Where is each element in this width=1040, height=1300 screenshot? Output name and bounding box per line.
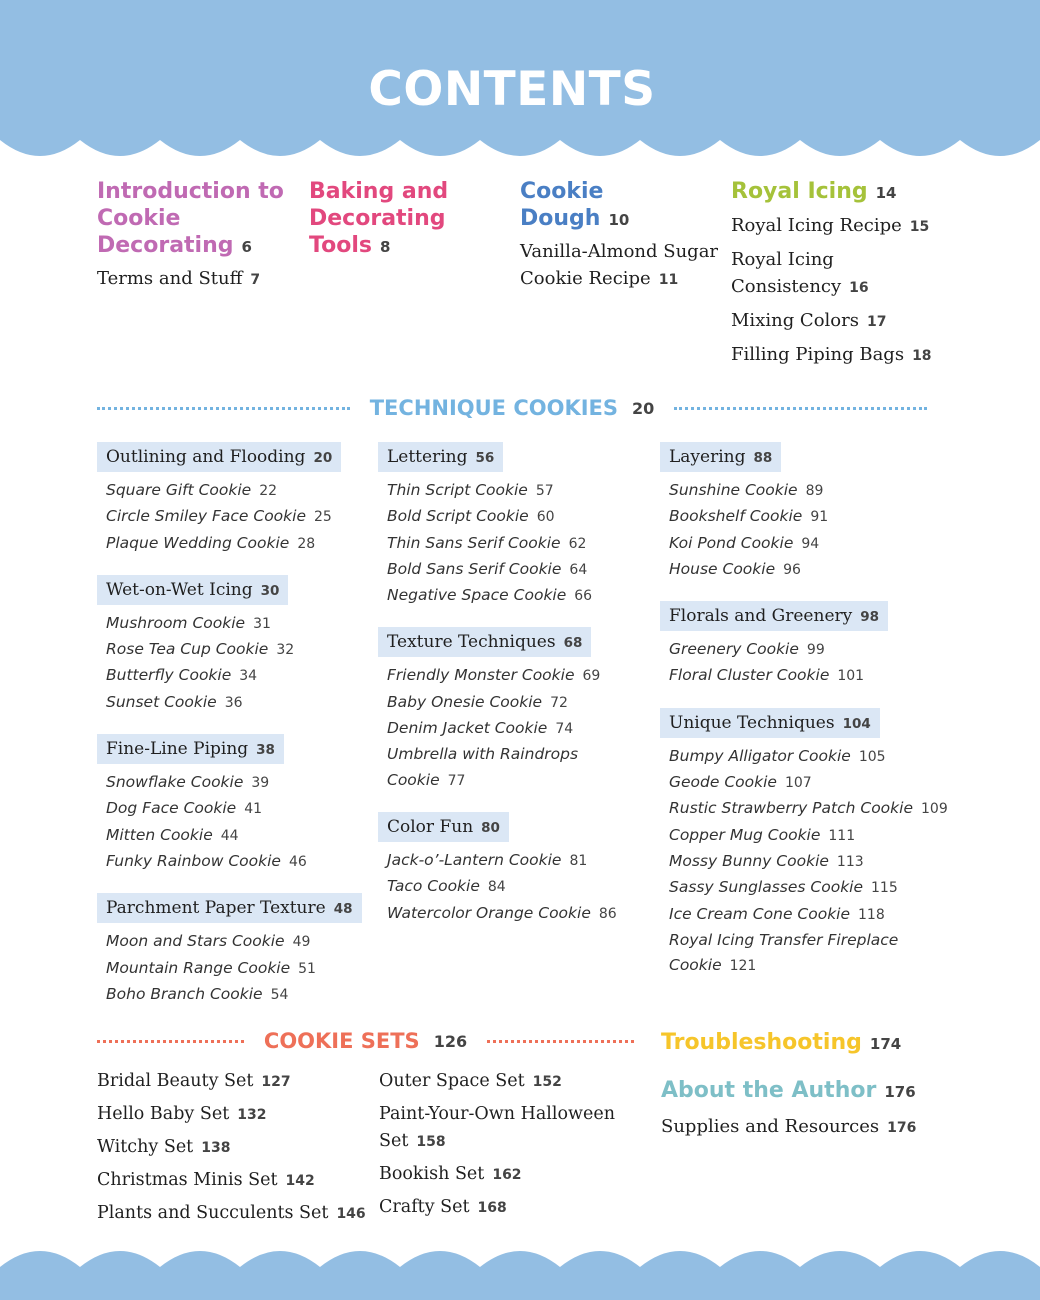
- cookie-entry[interactable]: Moon and Stars Cookie 49: [106, 932, 311, 951]
- cookie-set-entry[interactable]: Christmas Minis Set 142: [97, 1170, 315, 1190]
- cookie-entry[interactable]: Denim Jacket Cookie 74: [387, 719, 574, 738]
- dotted-divider: [487, 1040, 634, 1043]
- page-number: 80: [481, 819, 500, 836]
- page-number: 6: [241, 238, 252, 256]
- cookie-entry[interactable]: Ice Cream Cone Cookie 118: [669, 904, 885, 923]
- cookie-entry[interactable]: House Cookie 96: [669, 559, 801, 578]
- sets-column-2: [379, 1068, 624, 1222]
- chapter-title: Troubleshooting: [661, 1030, 862, 1055]
- page-number: 17: [866, 314, 887, 330]
- technique-column-1: [97, 442, 367, 1026]
- technique-group-wet-on-wet[interactable]: [97, 575, 367, 716]
- page-number: 18: [912, 348, 932, 364]
- cookie-set-entry[interactable]: Crafty Set 168: [379, 1197, 507, 1217]
- cookie-entry[interactable]: Jack-o’-Lantern Cookie 81: [387, 850, 588, 869]
- cookie-entry[interactable]: Bumpy Alligator Cookie 105: [669, 746, 886, 765]
- technique-title: Layering: [669, 447, 746, 467]
- page-number: 11: [658, 272, 679, 288]
- cookie-set-entry[interactable]: Witchy Set 138: [97, 1137, 231, 1157]
- cookie-entry[interactable]: Greenery Cookie 99: [669, 640, 825, 659]
- cookie-entry[interactable]: Rose Tea Cup Cookie 32: [106, 640, 295, 659]
- cookie-entry[interactable]: Plaque Wedding Cookie 28: [106, 533, 316, 552]
- cookie-entry[interactable]: Bookshelf Cookie 91: [669, 507, 829, 526]
- technique-group-fine-line[interactable]: [97, 734, 367, 875]
- section-header-technique-cookies: [97, 396, 927, 420]
- page-number: 56: [475, 450, 495, 466]
- cookie-entry[interactable]: Butterfly Cookie 34: [106, 666, 258, 685]
- entry-title: Royal Icing Recipe: [731, 215, 902, 236]
- page-number: 7: [250, 272, 261, 288]
- section-title: COOKIE SETS: [263, 1029, 420, 1053]
- back-matter: [661, 1029, 961, 1142]
- page-number: 20: [313, 450, 333, 466]
- page-title: CONTENTS: [368, 62, 656, 117]
- chapter-about-author[interactable]: [661, 1077, 961, 1106]
- cookie-entry[interactable]: Funky Rainbow Cookie 46: [106, 851, 307, 870]
- cookie-entry[interactable]: Mushroom Cookie 31: [106, 613, 271, 632]
- technique-group-outlining[interactable]: [97, 442, 367, 557]
- cookie-entry[interactable]: Dog Face Cookie 41: [106, 799, 263, 818]
- technique-column-3: [660, 442, 960, 997]
- technique-group-unique[interactable]: [660, 708, 960, 980]
- page-number: 15: [909, 219, 930, 235]
- cookie-entry[interactable]: Thin Sans Serif Cookie 62: [387, 533, 587, 552]
- chapter-title: Cookie Dough: [520, 179, 604, 231]
- cookie-set-entry[interactable]: Plants and Succulents Set 146: [97, 1203, 366, 1223]
- page-number: 8: [379, 238, 391, 256]
- cookie-entry[interactable]: Mitten Cookie 44: [106, 825, 239, 844]
- cookie-entry[interactable]: Sunset Cookie 36: [106, 692, 243, 711]
- technique-title: Texture Techniques: [387, 632, 556, 653]
- page-number: 38: [256, 742, 275, 759]
- cookie-entry[interactable]: Koi Pond Cookie 94: [669, 533, 820, 552]
- page-number: 174: [869, 1035, 902, 1053]
- cookie-entry[interactable]: Negative Space Cookie 66: [387, 586, 593, 605]
- technique-title: Color Fun: [387, 816, 474, 837]
- cookie-entry[interactable]: Friendly Monster Cookie 69: [387, 666, 601, 685]
- technique-group-parchment[interactable]: [97, 893, 367, 1008]
- chapter-introduction[interactable]: [97, 178, 297, 294]
- chapter-title: Baking and Decorating Tools: [309, 179, 449, 258]
- page-number: 176: [887, 1120, 917, 1136]
- technique-group-layering[interactable]: [660, 442, 960, 583]
- technique-title: Lettering: [387, 447, 468, 467]
- technique-title: Fine-Line Piping: [106, 739, 249, 760]
- toc-entry-royal-icing-consistency[interactable]: [731, 246, 891, 302]
- page-number: 176: [884, 1083, 916, 1101]
- chapter-baking-tools[interactable]: [309, 178, 484, 261]
- technique-title: Parchment Paper Texture: [106, 898, 326, 919]
- entry-title: Supplies and Resources: [661, 1116, 880, 1137]
- dotted-divider: [674, 407, 927, 410]
- dotted-divider: [97, 1040, 244, 1043]
- chapter-title: Royal Icing: [731, 179, 868, 204]
- cookie-entry[interactable]: Mountain Range Cookie 51: [106, 958, 316, 977]
- entry-title: Vanilla-Almond Sugar Cookie Recipe: [520, 241, 719, 289]
- section-page-number: 126: [433, 1031, 468, 1051]
- section-page-number: 20: [632, 398, 655, 418]
- technique-title: Wet-on-Wet Icing: [106, 579, 253, 600]
- entry-title: Royal Icing Consistency: [731, 249, 842, 297]
- sets-column-1: [97, 1068, 367, 1228]
- toc-entry-mixing-colors[interactable]: [731, 307, 951, 336]
- cookie-entry[interactable]: Taco Cookie 84: [387, 877, 506, 896]
- entry-title: Filling Piping Bags: [731, 344, 905, 365]
- cookie-entry[interactable]: Baby Onesie Cookie 72: [387, 692, 568, 711]
- cookie-entry[interactable]: Boho Branch Cookie 54: [106, 984, 289, 1003]
- cookie-set-entry[interactable]: Outer Space Set 152: [379, 1071, 562, 1091]
- entry-title: Terms and Stuff: [97, 268, 243, 289]
- cookie-set-entry[interactable]: Bookish Set 162: [379, 1164, 522, 1184]
- section-header-cookie-sets: [97, 1029, 634, 1053]
- cookie-entry[interactable]: Sassy Sunglasses Cookie 115: [669, 878, 898, 897]
- technique-group-color-fun[interactable]: [378, 812, 648, 927]
- cookie-entry[interactable]: Geode Cookie 107: [669, 773, 812, 792]
- cookie-entry[interactable]: Umbrella with Raindrops Cookie 77: [387, 745, 579, 789]
- cookie-entry[interactable]: Rustic Strawberry Patch Cookie 109: [669, 799, 948, 818]
- page-number: 98: [860, 609, 880, 626]
- technique-title: Unique Techniques: [669, 712, 835, 733]
- bottom-scallop-band: [0, 1245, 1040, 1300]
- page-number: 48: [333, 901, 353, 918]
- cookie-entry[interactable]: Square Gift Cookie 22: [106, 481, 278, 499]
- cookie-entry[interactable]: Thin Script Cookie 57: [387, 481, 554, 499]
- cookie-entry[interactable]: Bold Script Cookie 60: [387, 507, 555, 526]
- toc-entry-royal-icing-recipe[interactable]: [731, 212, 951, 241]
- chapter-title: About the Author: [661, 1078, 877, 1103]
- cookie-entry[interactable]: Mossy Bunny Cookie 113: [669, 851, 864, 870]
- cookie-entry[interactable]: Royal Icing Transfer Fireplace Cookie 121: [669, 930, 899, 975]
- entry-title: Mixing Colors: [731, 310, 859, 331]
- cookie-entry[interactable]: Floral Cluster Cookie 101: [669, 666, 865, 685]
- cookie-set-entry[interactable]: Bridal Beauty Set 127: [97, 1071, 291, 1091]
- toc-entry-sugar-cookie-recipe[interactable]: [520, 238, 725, 294]
- page-number: 104: [842, 715, 871, 732]
- page-number: 68: [563, 635, 583, 652]
- cookie-entry[interactable]: Sunshine Cookie 89: [669, 481, 824, 499]
- cookie-set-entry[interactable]: Paint-Your-Own Halloween Set 158: [379, 1104, 615, 1151]
- cookie-set-entry[interactable]: Hello Baby Set 132: [97, 1104, 267, 1124]
- section-title: TECHNIQUE COOKIES: [369, 396, 619, 420]
- page-number: 14: [875, 184, 897, 202]
- cookie-entry[interactable]: Circle Smiley Face Cookie 25: [106, 507, 332, 526]
- technique-group-texture[interactable]: [378, 627, 648, 793]
- cookie-entry[interactable]: Copper Mug Cookie 111: [669, 825, 856, 844]
- technique-title: Florals and Greenery: [669, 606, 853, 627]
- technique-title: Outlining and Flooding: [106, 447, 306, 467]
- cookie-entry[interactable]: Watercolor Orange Cookie 86: [387, 903, 617, 922]
- page-number: 30: [260, 582, 280, 599]
- technique-column-2: [378, 442, 648, 945]
- dotted-divider: [97, 407, 350, 410]
- technique-group-lettering[interactable]: [378, 442, 648, 609]
- toc-entry-filling-piping-bags[interactable]: [731, 341, 951, 370]
- page-number: 88: [753, 450, 773, 466]
- chapter-title: Introduction to Cookie Decorating: [97, 179, 284, 258]
- toc-entry-supplies[interactable]: [661, 1113, 961, 1142]
- technique-group-florals[interactable]: [660, 601, 960, 690]
- page-number: 10: [608, 211, 630, 229]
- cookie-entry[interactable]: Bold Sans Serif Cookie 64: [387, 559, 588, 578]
- chapter-royal-icing[interactable]: [731, 178, 951, 370]
- cookie-entry[interactable]: Snowflake Cookie 39: [106, 773, 270, 792]
- chapter-cookie-dough[interactable]: [520, 178, 725, 294]
- page-number: 16: [849, 280, 869, 296]
- chapter-troubleshooting[interactable]: [661, 1029, 961, 1058]
- toc-entry-terms[interactable]: [97, 265, 297, 294]
